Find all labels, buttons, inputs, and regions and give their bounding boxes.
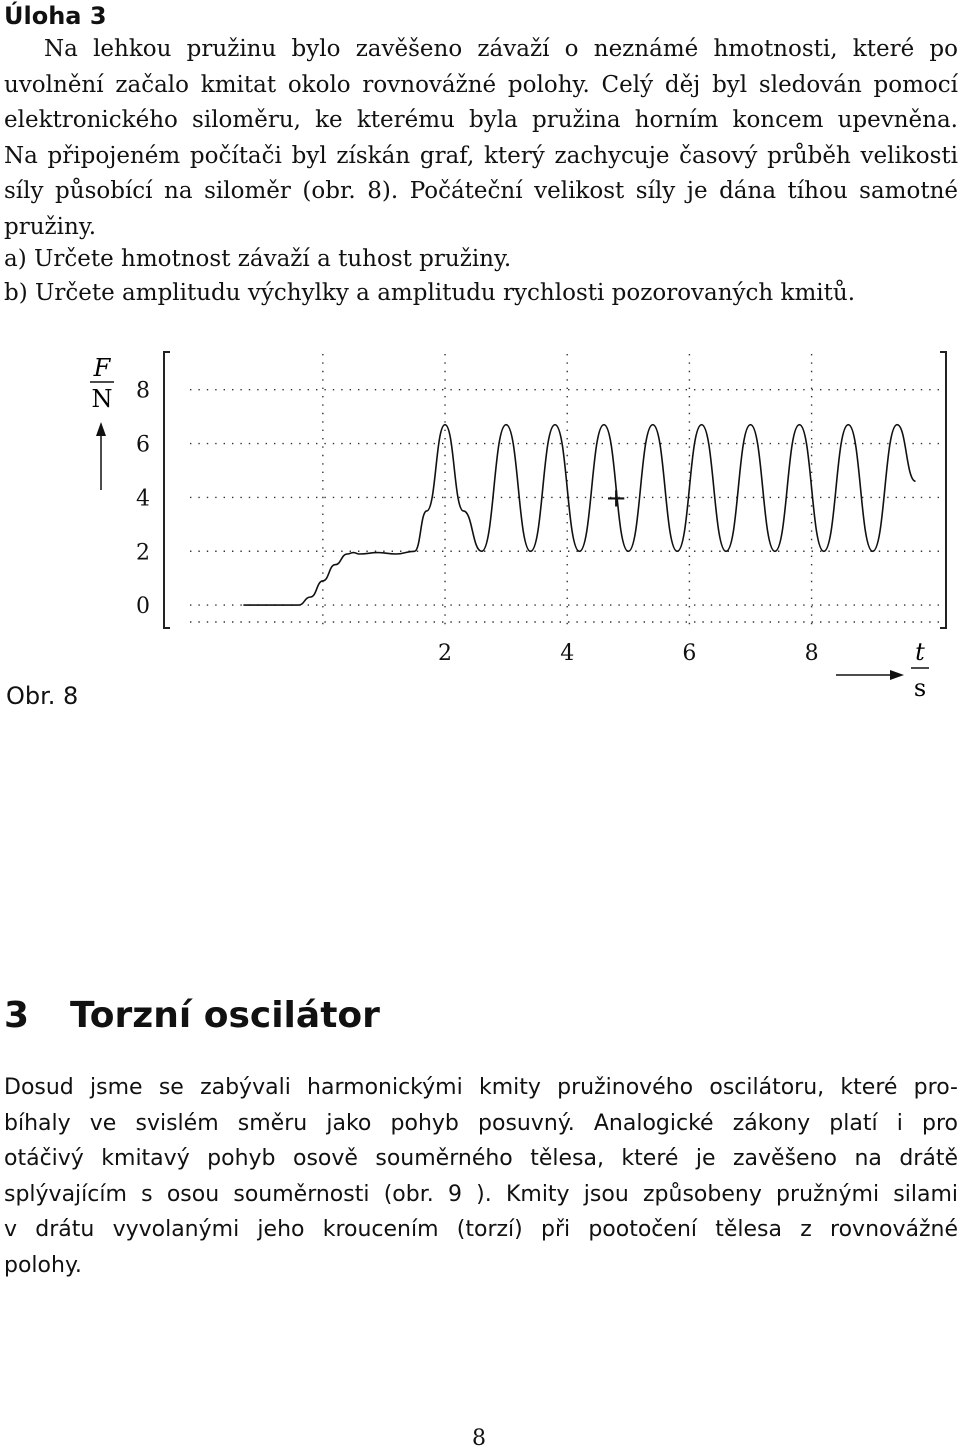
y-tick-label: 4 [136, 486, 150, 512]
section-line: bíhaly ve svislém směru jako pohyb posuvný. Analogické zákony platí i pro [4, 1110, 958, 1136]
y-tick-label: 2 [136, 540, 150, 566]
task-line: síly působící na siloměr (obr. 8). Počáteční velikost síly je dána tíhou samotné [4, 178, 958, 204]
task-line: uvolnění začalo kmitat okolo rovnovážné polohy. Celý děj byl sledován pomocí [4, 71, 958, 98]
task-text [4, 32, 958, 245]
force-curve [243, 425, 915, 605]
y-tick-label: 0 [136, 594, 150, 620]
task-title: Úloha 3 [4, 2, 107, 30]
y-axis-unit: N [91, 385, 113, 413]
task-line: pružiny. [4, 213, 97, 240]
frame-left [164, 352, 170, 628]
x-tick-label: 4 [560, 641, 575, 666]
y-axis-symbol: F [93, 354, 111, 382]
section-number: 3 [4, 995, 30, 1036]
section-line: v drátu vyvolanými jeho kroucením (torzí) při pootočení tělesa z rovnovážné [4, 1217, 958, 1242]
section-line: splývajícím s osou souměrnosti (obr. 9 ). Kmity jsou způsobeny pružnými silami [4, 1181, 958, 1207]
plot-frame [164, 352, 946, 628]
section-line: Dosud jsme se zabývali harmonickými kmity pružinového oscilátoru, které pro- [4, 1075, 958, 1100]
y-axis-arrow-icon [96, 422, 106, 490]
section-line: otáčivý kmitavý pohyb osově souměrného tělesa, které je zavěšeno na drátě [4, 1146, 958, 1171]
force-time-chart [0, 330, 960, 730]
task-line: Na připojeném počítači byl získán graf, který zachycuje časový průběh velikosti [4, 142, 958, 169]
x-tick-label: 6 [682, 641, 697, 666]
section-title: Torzní oscilátor [70, 995, 380, 1036]
frame-right [940, 352, 946, 628]
x-tick-label: 2 [438, 641, 453, 666]
x-tick-label: 8 [804, 641, 819, 666]
section-heading [4, 995, 380, 1036]
task-line: Na lehkou pružinu bylo zavěšeno závaží o neznámé hmotnosti, které po [44, 36, 958, 62]
x-axis-symbol: t [915, 638, 925, 666]
y-tick-label: 8 [136, 378, 150, 404]
center-marker: + [605, 483, 627, 514]
section-text [4, 1070, 958, 1283]
figure-caption: Obr. 8 [6, 682, 79, 710]
x-axis-unit: s [913, 674, 927, 702]
question-a: a) Určete hmotnost závaží a tuhost pružiny. [4, 246, 512, 272]
question-b: b) Určete amplitudu výchylky a amplitudu rychlosti pozorovaných kmitů. [4, 280, 856, 306]
x-axis-arrow-icon [836, 670, 904, 680]
y-tick-label: 6 [136, 432, 150, 458]
page-number: 8 [472, 1426, 486, 1451]
tick-labels [136, 379, 819, 666]
task-line: elektronického siloměru, ke kterému byla pružina horním koncem upevněna. [4, 107, 958, 133]
section-line: polohy. [4, 1252, 82, 1278]
